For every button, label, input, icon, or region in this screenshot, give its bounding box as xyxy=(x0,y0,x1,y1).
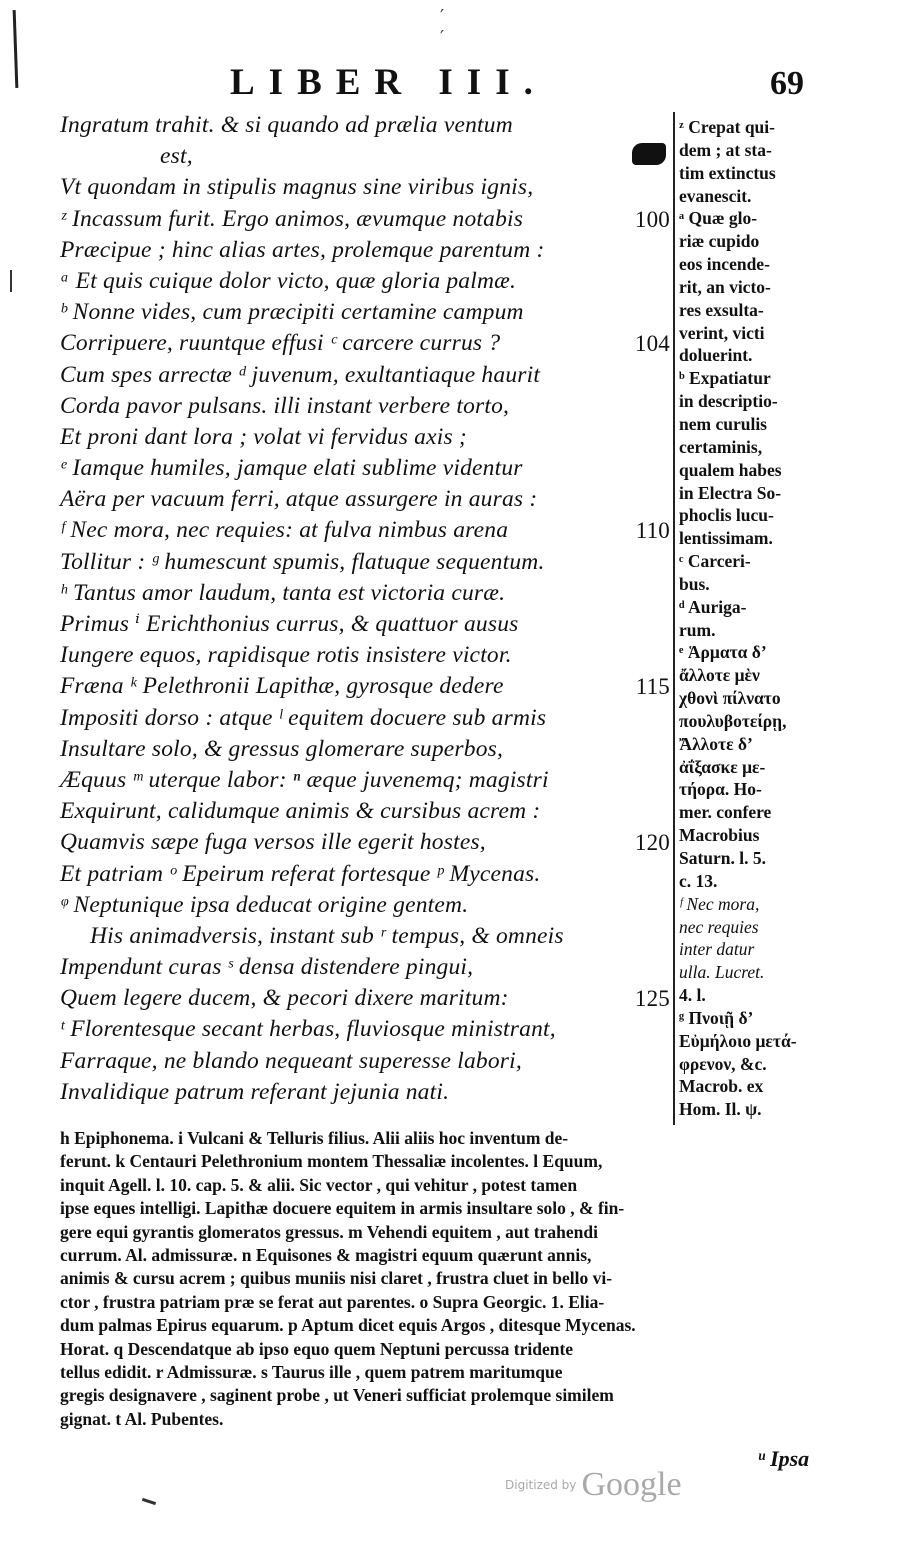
gloss-line: in Electra So- xyxy=(679,482,782,503)
verse-text: Iungere equos, rapidisque rotis insistere victor. xyxy=(60,642,512,669)
gloss-line: Macrob. ex xyxy=(679,1076,764,1097)
gloss-line: ᶜ Carceri- xyxy=(679,551,751,572)
verse-text: Æquus ᵐ uterque labor: ⁿ æque juvenemq; magistri xyxy=(60,766,549,793)
verse-line xyxy=(60,484,672,515)
verse-line xyxy=(60,734,672,765)
footnote-line: ferunt. k Centauri Pelethronium montem Thessaliæ incolentes. l Equum, xyxy=(60,1151,603,1172)
running-head: LIBER III. xyxy=(230,62,547,103)
verse-line xyxy=(60,765,672,796)
verse-text: Tollitur : ᵍ humescunt spumis, flatuque sequentum. xyxy=(60,548,545,575)
verse-text: Præcipue ; hinc alias artes, prolemque parentum : xyxy=(60,236,545,263)
footnote-line: dum palmas Epirus equarum. p Aptum dicet equis Argos , ditesque Mycenas. xyxy=(60,1315,636,1336)
verse-line xyxy=(60,453,672,484)
verse-line xyxy=(60,796,672,827)
footnote-line: gregis designavere , saginent probe , ut Veneri sufficiat prolemque similem xyxy=(60,1385,614,1406)
verse-text: Exquirunt, calidumque animis & cursibus acrem : xyxy=(60,798,541,825)
verse-line xyxy=(60,578,672,609)
gloss-line: ulla. Lucret. xyxy=(679,962,765,983)
verse-text: Impositi dorso : atque ˡ equitem docuere sub armis xyxy=(60,704,547,731)
gloss-line: Macrobius xyxy=(679,825,760,846)
verse-line xyxy=(60,141,672,172)
gloss-line: bus. xyxy=(679,573,710,594)
manicule-icon xyxy=(632,143,666,165)
marginal-glosses xyxy=(679,116,829,1121)
verse-text: ᵉ Iamque humiles, jamque elati sublime videntur xyxy=(60,455,523,482)
footnotes xyxy=(60,1127,820,1431)
verse-text: Corda pavor pulsans. illi instant verbere torto, xyxy=(60,392,510,419)
verse-line xyxy=(60,515,672,546)
verse-text: Impendunt curas ˢ densa distendere pingui, xyxy=(60,954,474,981)
verse-text: ᵇ Nonne vides, cum præcipiti certamine campum xyxy=(60,299,524,326)
verse-line xyxy=(60,235,672,266)
verse-text: Corripuere, ruuntque effusi ᶜ carcere currus ? xyxy=(60,330,501,357)
gloss-line: eos incende- xyxy=(679,254,770,275)
digitized-watermark xyxy=(505,1466,705,1506)
stray-dash xyxy=(142,1498,156,1505)
verse-line xyxy=(60,172,672,203)
footnote-line: inquit Agell. l. 10. cap. 5. & alii. Sic vector , qui vehitur , potest tamen xyxy=(60,1174,578,1195)
verse-text: ʰ Tantus amor laudum, tanta est victoria curæ. xyxy=(60,579,506,606)
column-rule xyxy=(673,112,675,1125)
verse-line xyxy=(60,640,672,671)
gloss-line: ᶠ Nec mora, xyxy=(679,893,760,914)
gloss-line: πουλυβοτείρῃ, xyxy=(679,710,787,731)
verse-text: Fræna ᵏ Pelethronii Lapithæ, gyrosque dedere xyxy=(60,673,504,700)
line-number: 110 xyxy=(635,518,670,544)
verse-line xyxy=(60,890,672,921)
verse-line xyxy=(60,266,672,297)
footnote-line: currum. Al. admissuræ. n Equisones & magistri equum quærunt annis, xyxy=(60,1244,592,1265)
gloss-line: ᵍ Πνοιῇ δ’ xyxy=(679,1007,754,1028)
gloss-line: verint, victi xyxy=(679,322,765,343)
gloss-line: mer. confere xyxy=(679,802,772,823)
gloss-line: ᵈ Auriga- xyxy=(679,596,747,617)
line-number: 115 xyxy=(635,674,670,700)
verse-line xyxy=(60,921,672,952)
verse-line xyxy=(60,422,672,453)
verse-line xyxy=(60,204,672,235)
gloss-line: Εὐμήλοιο μετά- xyxy=(679,1030,797,1051)
gloss-line: dem ; at sta- xyxy=(679,139,772,160)
verse-text: est, xyxy=(160,143,193,170)
margin-rule xyxy=(13,10,19,88)
google-logo: Google xyxy=(581,1466,682,1503)
verse-line xyxy=(60,328,672,359)
verse-text: Quem legere ducem, & pecori dixere maritum: xyxy=(60,985,509,1012)
verse-text: Et patriam ᵒ Epeirum referat fortesque ᵖ Mycenas. xyxy=(60,860,541,887)
gloss-line: φρενον, &c. xyxy=(679,1053,767,1074)
watermark-prefix: Digitized by xyxy=(505,1478,577,1492)
gloss-line: qualem habes xyxy=(679,459,782,480)
footnote-line: tellus edidit. r Admissuræ. s Taurus ille , quem patrem maritumque xyxy=(60,1361,563,1382)
verse-text: ᵗ Florentesque secant herbas, fluviosque ministrant, xyxy=(60,1016,556,1043)
verse-line xyxy=(60,1077,672,1108)
gloss-line: tim extinctus xyxy=(679,162,776,183)
gloss-line: ἄλλοτε μὲν xyxy=(679,665,760,686)
gloss-line: riæ cupido xyxy=(679,231,760,252)
verse-line xyxy=(60,671,672,702)
gloss-line: phoclis lucu- xyxy=(679,505,774,526)
verse-line xyxy=(60,391,672,422)
gloss-line: Saturn. l. 5. xyxy=(679,848,767,868)
verse-text: Ingratum trahit. & si quando ad prælia ventum xyxy=(60,112,513,138)
verse-line xyxy=(60,859,672,890)
verse-line xyxy=(60,297,672,328)
footnote-line: gere equi gyrantis glomeratos gressus. m Vehendi equitem , aut trahendi xyxy=(60,1221,598,1242)
gloss-line: ᵃ Quæ glo- xyxy=(679,208,758,229)
gloss-line: Hom. Il. ψ. xyxy=(679,1099,762,1120)
verse-text: ᵃ Et quis cuique dolor victo, quæ gloria palmæ. xyxy=(60,267,517,294)
gloss-line: inter datur xyxy=(679,939,755,960)
verse-line xyxy=(60,952,672,983)
verse-line xyxy=(60,983,672,1014)
verse-text: Invalidique patrum referant jejunia nati. xyxy=(60,1078,450,1105)
gloss-line: doluerint. xyxy=(679,345,753,366)
verse-text: Cum spes arrectæ ᵈ juvenum, exultantiaque haurit xyxy=(60,361,541,388)
verse-text: Vt quondam in stipulis magnus sine viribus ignis, xyxy=(60,174,534,201)
gloss-line: χθονὶ πίλνατο xyxy=(679,688,781,709)
gloss-line: certaminis, xyxy=(679,436,763,457)
verse-line xyxy=(60,827,672,858)
verse-text: Farraque, ne blando nequeant superesse labori, xyxy=(60,1047,522,1074)
gloss-line: res exsulta- xyxy=(679,299,764,320)
gloss-line: 4. l. xyxy=(679,985,706,1006)
footnote-line: animis & cursu acrem ; quibus muniis nisi claret , frustra cluet in bello vi- xyxy=(60,1268,613,1289)
gloss-line: τήορα. Ho- xyxy=(679,779,762,800)
gloss-line: rum. xyxy=(679,619,716,640)
verse-line xyxy=(60,1046,672,1077)
gloss-line: rit, an victo- xyxy=(679,276,771,297)
gloss-line: ᵇ Expatiatur xyxy=(679,368,771,389)
verse-block xyxy=(60,110,672,1108)
footnote-line: ctor , frustra patriam præ se ferat aut parentes. o Supra Georgic. 1. Elia- xyxy=(60,1291,605,1312)
verse-line xyxy=(60,547,672,578)
verse-line xyxy=(60,360,672,391)
verse-line xyxy=(60,1014,672,1045)
page-number: 69 xyxy=(770,65,804,102)
gloss-line: Ἄλλοτε δ’ xyxy=(679,733,753,754)
verse-text: Insultare solo, & gressus glomerare superbos, xyxy=(60,735,504,762)
footnote-line: Horat. q Descendatque ab ipso equo quem Neptuni percussa tridente xyxy=(60,1338,574,1359)
gloss-line: evanescit. xyxy=(679,185,752,206)
gloss-line: nec requies xyxy=(679,916,759,937)
gloss-line: in descriptio- xyxy=(679,391,778,412)
gloss-line: lentissimam. xyxy=(679,528,773,549)
stray-marks: ′ ′ xyxy=(440,6,495,48)
line-number: 104 xyxy=(634,331,670,357)
line-number: 125 xyxy=(634,986,670,1012)
verse-text: His animadversis, instant sub ʳ tempus, & omneis xyxy=(90,922,564,949)
verse-text: Quamvis sæpe fuga versos ille egerit hostes, xyxy=(60,829,486,856)
footnote-line: gignat. t Al. Pubentes. xyxy=(60,1408,224,1429)
footnote-line: h Epiphonema. i Vulcani & Telluris filius. Alii aliis hoc inventum de- xyxy=(60,1128,569,1148)
verse-text: Et proni dant lora ; volat vi fervidus axis ; xyxy=(60,423,467,450)
verse-text: ᶻ Incassum furit. Ergo animos, ævumque notabis xyxy=(60,205,524,232)
margin-tick xyxy=(10,270,12,292)
gloss-line: nem curulis xyxy=(679,413,767,434)
gloss-line: ἀΐξασκε με- xyxy=(679,756,766,777)
footnote-line: ipse eques intelligi. Lapithæ docuere equitem in armis insultare solo , & fin- xyxy=(60,1198,625,1219)
line-number: 120 xyxy=(634,830,670,856)
verse-text: ᵠ Neptunique ipsa deducat origine gentem. xyxy=(60,891,469,918)
verse-line xyxy=(60,110,672,141)
catchword: ᵘ Ipsa xyxy=(758,1446,810,1471)
gloss-line: ᵉ Ἁρματα δ’ xyxy=(679,642,767,663)
verse-text: ᶠ Nec mora, nec requies: at fulva nimbus arena xyxy=(60,517,509,544)
verse-line xyxy=(60,703,672,734)
gloss-line: ᶻ Crepat qui- xyxy=(679,117,775,137)
verse-text: Primus ⁱ Erichthonius currus, & quattuor ausus xyxy=(60,611,519,637)
gloss-line: c. 13. xyxy=(679,870,718,891)
verse-line xyxy=(60,609,672,640)
verse-text: Aëra per vacuum ferri, atque assurgere in auras : xyxy=(60,486,538,513)
line-number: 100 xyxy=(634,206,670,232)
